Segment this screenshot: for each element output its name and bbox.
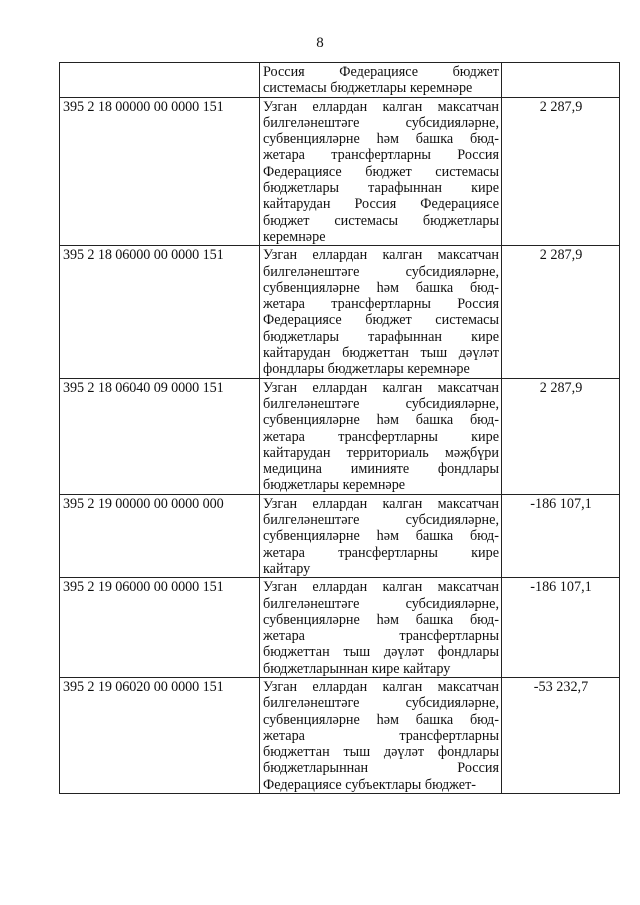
budget-code-cell: 395 2 19 06020 00 0000 151 (60, 677, 260, 793)
description-line: кайтарудан территориаль мәҗбүри (263, 444, 499, 461)
description-line: жетара трансфертларны (263, 628, 499, 645)
description-line: бюджетларыннан кире кайтару (263, 660, 451, 677)
budget-code-cell (60, 63, 260, 98)
budget-code-cell: 395 2 19 00000 00 0000 000 (60, 494, 260, 577)
table-body (60, 63, 620, 794)
description-line: Узган еллардан калган максатчан (263, 379, 499, 396)
description-line: Узган еллардан калган максатчан (263, 579, 499, 596)
description-line: бюджеттан тыш дәүләт фондлары (263, 644, 499, 661)
description-line: фондлары бюджетлары керемнәре (263, 361, 470, 378)
description-line: жетара трансфертларны Россия (263, 147, 499, 164)
amount-cell: 2 287,9 (502, 246, 620, 378)
description-cell (260, 63, 502, 98)
description-line: системасы бюджетлары керемнәре (263, 80, 473, 97)
description-line: жетара трансфертларны кире (263, 544, 499, 561)
amount-cell: 2 287,9 (502, 378, 620, 494)
description-cell (260, 578, 502, 678)
description-line: жетара трансфертларны (263, 727, 499, 744)
description-line: Россия Федерациясе бюджет (263, 64, 499, 80)
description-line: жетара трансфертларны кире (263, 428, 499, 445)
description-line: бюджетлары керемнәре (263, 477, 406, 494)
description-cell (260, 378, 502, 494)
description-line: субвенцияләрне һәм башка бюд- (263, 412, 499, 429)
description-line: бюджетлары тарафыннан кире (263, 328, 499, 345)
budget-code-cell: 395 2 18 06000 00 0000 151 (60, 246, 260, 378)
amount-cell: -186 107,1 (502, 494, 620, 577)
description-line: билгеләнештәге субсидияләрне, (263, 512, 499, 529)
description-line: Узган еллардан калган максатчан (263, 678, 499, 695)
description-line: субвенцияләрне һәм башка бюд- (263, 131, 499, 148)
description-line: кайтарудан бюджеттан тыш дәүләт (263, 345, 499, 362)
description-cell (260, 677, 502, 793)
description-line: бюджетларыннан Россия (263, 760, 499, 777)
amount-cell: -186 107,1 (502, 578, 620, 678)
table-row (60, 97, 620, 246)
budget-code-cell: 395 2 18 06040 09 0000 151 (60, 378, 260, 494)
description-line: кайтару (263, 560, 311, 577)
budget-revenue-table (59, 62, 620, 794)
description-line: билгеләнештәге субсидияләрне, (263, 395, 499, 412)
description-line: билгеләнештәге субсидияләрне, (263, 263, 499, 280)
description-line: субвенцияләрне һәм башка бюд- (263, 528, 499, 545)
description-line: субвенцияләрне һәм башка бюд- (263, 711, 499, 728)
description-line: билгеләнештәге субсидияләрне, (263, 695, 499, 712)
description-line: субвенцияләрне һәм башка бюд- (263, 611, 499, 628)
description-line: субвенцияләрне һәм башка бюд- (263, 279, 499, 296)
description-line: Узган еллардан калган максатчан (263, 495, 499, 512)
budget-code-cell: 395 2 19 06000 00 0000 151 (60, 578, 260, 678)
amount-cell: -53 232,7 (502, 677, 620, 793)
description-line: билгеләнештәге субсидияләрне, (263, 114, 499, 131)
description-cell (260, 494, 502, 577)
description-line: кайтарудан Россия Федерациясе (263, 196, 499, 213)
table-row (60, 677, 620, 793)
description-line: Федерациясе субъектлары бюджет- (263, 776, 477, 793)
description-line: Узган еллардан калган максатчан (263, 247, 499, 264)
table-row (60, 63, 620, 98)
amount-cell: 2 287,9 (502, 97, 620, 246)
description-line: Федерациясе бюджет системасы (263, 312, 499, 329)
page-number: 8 (316, 35, 324, 51)
description-cell (260, 246, 502, 378)
description-line: бюджет системасы бюджетлары (263, 212, 499, 229)
table-row (60, 246, 620, 378)
description-line: бюджеттан тыш дәүләт фондлары (263, 744, 499, 761)
description-line: жетара трансфертларны Россия (263, 296, 499, 313)
description-cell (260, 97, 502, 246)
table-row (60, 494, 620, 577)
description-line: бюджетлары тарафыннан кире (263, 180, 499, 197)
table-row (60, 578, 620, 678)
description-line: медицина иминияте фондлары (263, 461, 499, 478)
description-line: Федерациясе бюджет системасы (263, 163, 499, 180)
budget-code-cell: 395 2 18 00000 00 0000 151 (60, 97, 260, 246)
table-row (60, 378, 620, 494)
description-line: билгеләнештәге субсидияләрне, (263, 595, 499, 612)
amount-cell (502, 63, 620, 98)
description-line: керемнәре (263, 228, 326, 245)
description-line: Узган еллардан калган максатчан (263, 98, 499, 115)
